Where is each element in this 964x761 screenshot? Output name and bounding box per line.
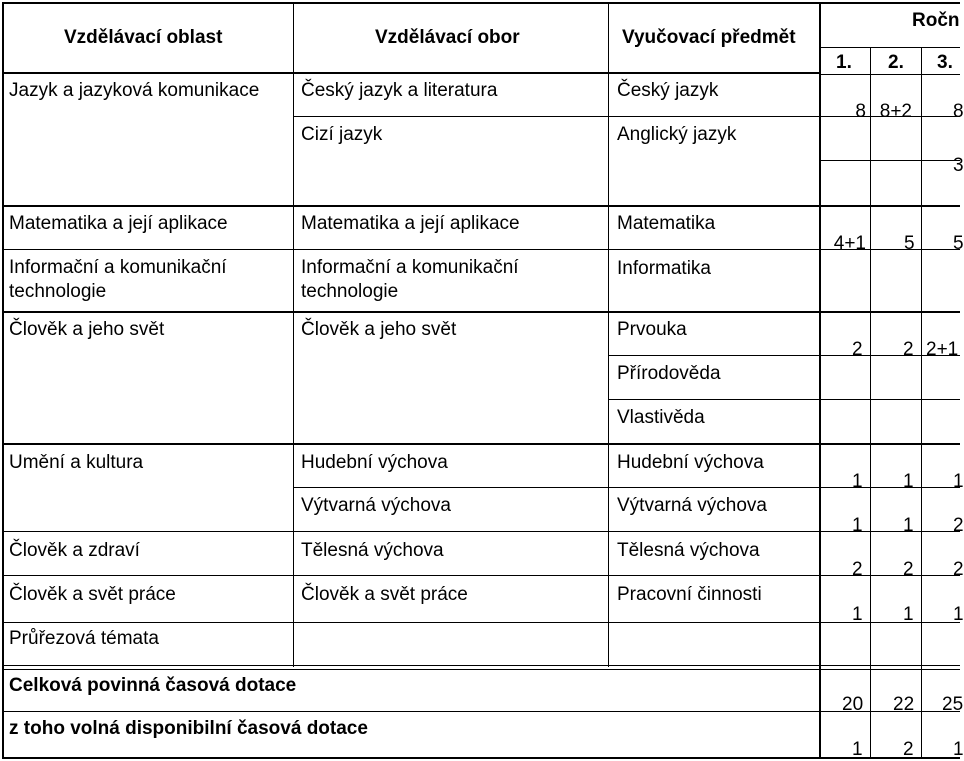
field-svet: Člověk a jeho svět [301, 319, 457, 340]
area-matematika: Matematika a její aplikace [9, 213, 228, 234]
header-oblast: Vzdělávací oblast [64, 27, 223, 48]
rule [2, 669, 960, 670]
header-grade-2: 2. [888, 52, 904, 73]
volna-1: 1 [852, 739, 863, 760]
subject-prirodoveda: Přírodověda [617, 363, 721, 384]
area-prace: Člověk a svět práce [9, 584, 176, 605]
rule [608, 399, 960, 400]
subject-vytvarna: Výtvarná výchova [617, 495, 767, 516]
field-matematika: Matematika a její aplikace [301, 213, 520, 234]
rule [2, 311, 960, 313]
field-telesna: Tělesná výchova [301, 540, 444, 561]
area-ict-line2: technologie [9, 281, 107, 302]
hours-cesky-1: 8 [855, 101, 866, 122]
field-vytvarna: Výtvarná výchova [301, 495, 451, 516]
rule [2, 205, 960, 207]
rule [2, 622, 960, 623]
rule [293, 2, 294, 667]
subject-cesky: Český jazyk [617, 80, 719, 101]
celkova-label: Celková povinná časová dotace [9, 675, 297, 696]
rule [820, 47, 960, 48]
rule [820, 74, 960, 75]
area-zdravi: Člověk a zdraví [9, 540, 140, 561]
celkova-2: 22 [893, 694, 915, 715]
area-prurezova: Průřezová témata [9, 628, 159, 649]
subject-telesna: Tělesná výchova [617, 540, 760, 561]
rule [2, 531, 960, 532]
subject-hudebni: Hudební výchova [617, 452, 764, 473]
rule [2, 249, 960, 250]
hours-vytvarna-3: 2 [953, 515, 964, 536]
hours-cesky-2: 8+2 [879, 101, 912, 122]
rule [2, 757, 960, 759]
hours-cesky-3: 8 [953, 101, 964, 122]
subject-matematika: Matematika [617, 213, 716, 234]
rule [2, 575, 960, 576]
area-jazyk: Jazyk a jazyková komunikace [9, 80, 260, 101]
field-cesky: Český jazyk a literatura [301, 80, 498, 101]
hours-matematika-2: 5 [904, 233, 915, 254]
hours-hudebni-1: 1 [852, 471, 863, 492]
rule [819, 2, 821, 759]
hours-pracovni-2: 1 [903, 604, 914, 625]
rule [2, 665, 960, 666]
area-umeni: Umění a kultura [9, 452, 144, 473]
hours-prvouka-1: 2 [852, 339, 863, 360]
hours-pracovni-1: 1 [852, 604, 863, 625]
header-predmet: Vyučovací předmět [622, 27, 796, 48]
hours-matematika-3: 5 [953, 233, 964, 254]
celkova-1: 20 [842, 694, 864, 715]
field-cizi: Cizí jazyk [301, 124, 383, 145]
subject-pracovni: Pracovní činnosti [617, 584, 762, 605]
rule [608, 2, 609, 667]
rule [2, 711, 960, 712]
area-ict-line1: Informační a komunikační [9, 257, 227, 278]
volna-label: z toho volná disponibilní časová dotace [9, 718, 368, 739]
volna-2: 2 [903, 739, 914, 760]
header-grade-1: 1. [836, 52, 852, 73]
rule [2, 443, 960, 445]
subject-vlastiveda: Vlastivěda [617, 407, 705, 428]
hours-anglicky-3: 3 [953, 155, 964, 176]
hours-hudebni-2: 1 [903, 471, 914, 492]
volna-3: 1 [953, 739, 964, 760]
rule [2, 2, 4, 759]
field-ict-line1: Informační a komunikační [301, 257, 519, 278]
hours-prvouka-2: 2 [903, 339, 914, 360]
subject-informatika: Informatika [617, 258, 711, 279]
hours-prvouka-3: 2+1 [926, 339, 959, 360]
header-grade-3: 3. [937, 52, 953, 73]
header-obor: Vzdělávací obor [375, 27, 520, 48]
hours-matematika-1: 4+1 [833, 233, 866, 254]
hours-telesna-2: 2 [903, 559, 914, 580]
celkova-3: 25 [942, 694, 964, 715]
rule [921, 47, 922, 759]
rule [870, 47, 871, 759]
hours-vytvarna-1: 1 [852, 515, 863, 536]
hours-telesna-1: 2 [852, 559, 863, 580]
field-ict-line2: technologie [301, 281, 399, 302]
rule [2, 72, 820, 74]
field-prace: Člověk a svět práce [301, 584, 468, 605]
area-svet: Člověk a jeho svět [9, 319, 165, 340]
hours-pracovni-3: 1 [953, 604, 964, 625]
rule [820, 160, 960, 161]
header-rocnik: Ročn [912, 10, 960, 31]
subject-prvouka: Prvouka [617, 319, 687, 340]
hours-telesna-3: 2 [953, 559, 964, 580]
hours-hudebni-3: 1 [953, 471, 964, 492]
hours-vytvarna-2: 1 [903, 515, 914, 536]
field-hudebni: Hudební výchova [301, 452, 448, 473]
subject-anglicky: Anglický jazyk [617, 124, 737, 145]
rule [2, 2, 960, 4]
